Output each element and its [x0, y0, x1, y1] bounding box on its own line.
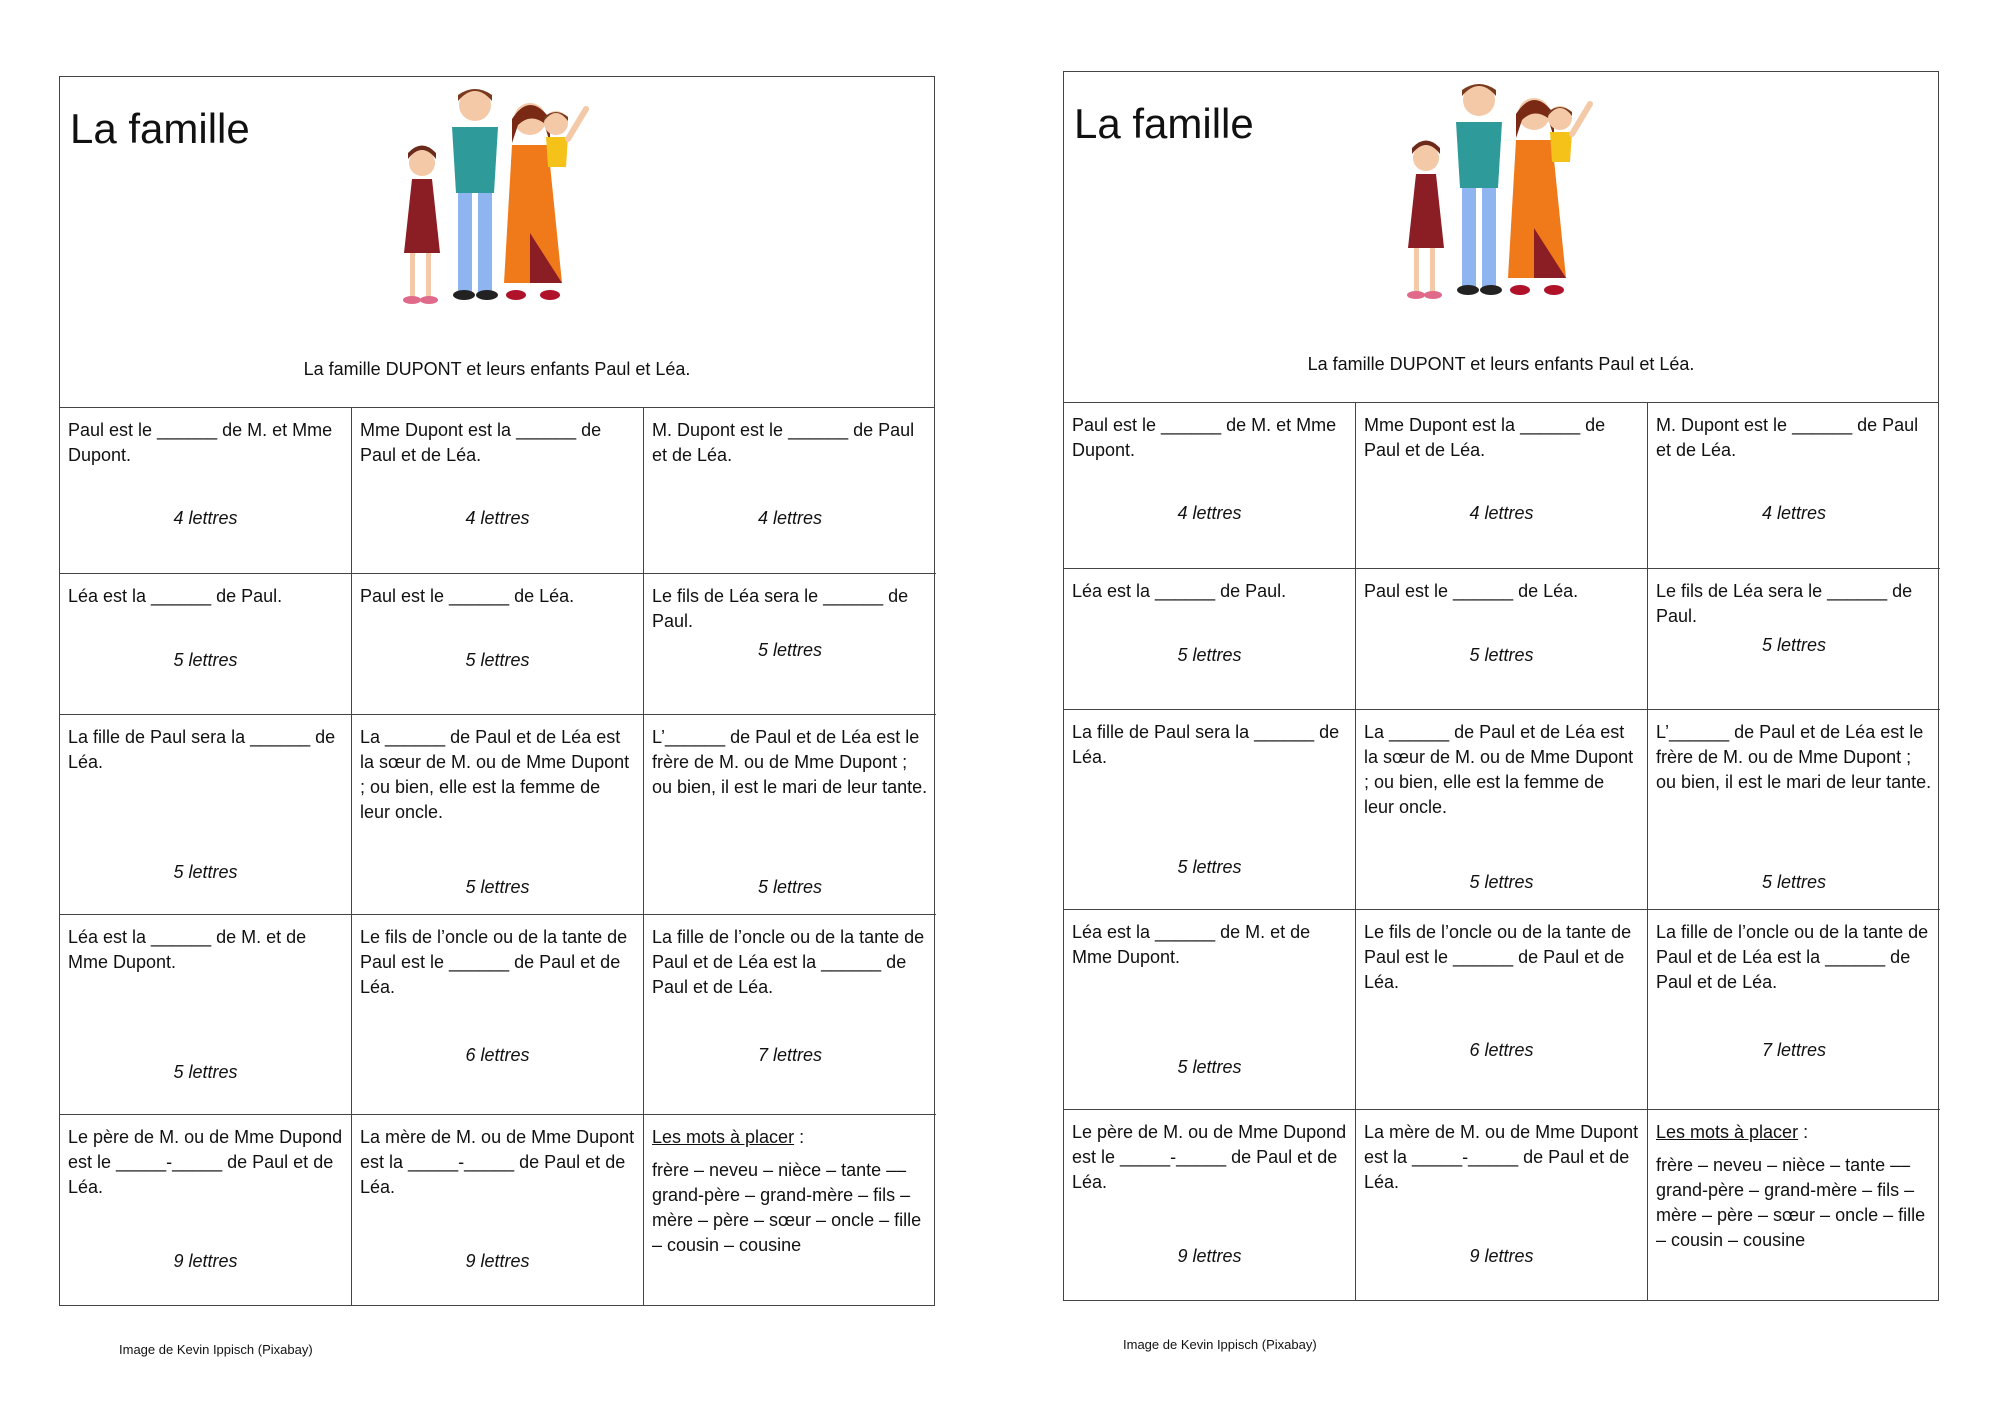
exercise-text: Paul est le ______ de M. et Mme Dupont.	[68, 420, 333, 465]
exercise-cell	[644, 715, 936, 915]
word-bank	[1648, 1110, 1940, 1300]
exercise-cell	[1356, 710, 1648, 910]
exercise-cell	[1356, 1110, 1648, 1300]
family-illustration	[380, 83, 620, 323]
exercise-cell	[1356, 569, 1648, 710]
exercise-text: La mère de M. ou de Mme Dupont est la _____-_____ de Paul et de Léa.	[1364, 1122, 1639, 1192]
exercise-text: Le fils de l’oncle ou de la tante de Paul est le ______ de Paul et de Léa.	[360, 927, 628, 997]
letter-count: 5 lettres	[1177, 857, 1242, 877]
exercise-text: Le fils de Léa sera le ______ de Paul.	[652, 586, 909, 631]
exercise-text: La fille de Paul sera la ______ de Léa.	[1072, 722, 1340, 767]
exercise-cell	[60, 915, 352, 1115]
image-credit: Image de Kevin Ippisch (Pixabay)	[119, 1342, 313, 1357]
exercise-cell	[352, 574, 644, 715]
letter-count: 5 lettres	[1469, 872, 1534, 892]
letter-count: 5 lettres	[757, 877, 823, 897]
exercise-text: Mme Dupont est la ______ de Paul et de Léa.	[1364, 415, 1606, 460]
letter-count: 5 lettres	[465, 650, 530, 670]
letter-count: 7 lettres	[757, 1045, 823, 1065]
exercise-text: Le fils de l’oncle ou de la tante de Paul est le ______ de Paul et de Léa.	[1364, 922, 1632, 992]
word-bank-list: frère – neveu – nièce – tante –– grand-père – grand-mère – fils – mère – père – sœur – oncle – fille – cousin – cousine	[652, 1160, 922, 1255]
letter-count: 4 lettres	[1469, 503, 1534, 523]
exercise-text: La fille de Paul sera la ______ de Léa.	[68, 727, 336, 772]
exercise-cell	[1648, 403, 1940, 569]
exercise-text: La ______ de Paul et de Léa est la sœur de M. ou de Mme Dupont ; ou bien, elle est la femme de leur oncle.	[360, 727, 630, 822]
letter-count: 5 lettres	[1177, 1057, 1242, 1077]
letter-count: 4 lettres	[465, 508, 530, 528]
family-illustration	[1384, 78, 1624, 318]
letter-count: 4 lettres	[1761, 503, 1827, 523]
exercise-cell	[1064, 910, 1356, 1110]
worksheet-caption: La famille DUPONT et leurs enfants Paul et Léa.	[303, 359, 691, 379]
letter-count: 6 lettres	[465, 1045, 530, 1065]
exercise-text: La ______ de Paul et de Léa est la sœur de M. ou de Mme Dupont ; ou bien, elle est la femme de leur oncle.	[1364, 722, 1634, 817]
exercise-cell	[1648, 710, 1940, 910]
exercise-text: L’______ de Paul et de Léa est le frère de M. ou de Mme Dupont ; ou bien, il est le mari de leur tante.	[1656, 722, 1932, 792]
letter-count: 4 lettres	[173, 508, 238, 528]
exercise-cell	[60, 1115, 352, 1305]
image-credit: Image de Kevin Ippisch (Pixabay)	[1123, 1337, 1317, 1352]
letter-count: 5 lettres	[1761, 635, 1827, 655]
exercise-cell	[60, 715, 352, 915]
letter-count: 9 lettres	[465, 1251, 530, 1271]
exercise-cell	[1064, 569, 1356, 710]
exercise-cell	[352, 1115, 644, 1305]
exercise-text: Paul est le ______ de Léa.	[1364, 581, 1579, 601]
worksheet	[59, 76, 935, 1306]
letter-count: 5 lettres	[173, 650, 238, 670]
exercise-text: Paul est le ______ de Léa.	[360, 586, 575, 606]
word-bank-colon: :	[794, 1127, 805, 1147]
exercise-text: Léa est la ______ de Paul.	[1072, 581, 1287, 601]
exercise-cell	[1648, 910, 1940, 1110]
worksheet-header	[60, 77, 934, 408]
letter-count: 7 lettres	[1761, 1040, 1827, 1060]
worksheet-header	[1064, 72, 1938, 403]
letter-count: 9 lettres	[173, 1251, 238, 1271]
exercise-cell	[60, 408, 352, 574]
exercise-text: Paul est le ______ de M. et Mme Dupont.	[1072, 415, 1337, 460]
exercise-grid	[1064, 403, 1938, 1300]
letter-count: 9 lettres	[1177, 1246, 1242, 1266]
exercise-grid	[60, 408, 934, 1305]
letter-count: 5 lettres	[173, 862, 238, 882]
worksheet-caption: La famille DUPONT et leurs enfants Paul et Léa.	[1307, 354, 1695, 374]
letter-count: 5 lettres	[757, 640, 823, 660]
exercise-text: Le fils de Léa sera le ______ de Paul.	[1656, 581, 1913, 626]
word-bank-title: Les mots à placer	[652, 1127, 795, 1147]
letter-count: 5 lettres	[1177, 645, 1242, 665]
exercise-text: M. Dupont est le ______ de Paul et de Léa.	[652, 420, 915, 465]
letter-count: 5 lettres	[1469, 645, 1534, 665]
exercise-text: Le père de M. ou de Mme Dupond est le _____-_____ de Paul et de Léa.	[1072, 1122, 1347, 1192]
exercise-cell	[644, 574, 936, 715]
worksheet	[1063, 71, 1939, 1301]
letter-count: 5 lettres	[173, 1062, 238, 1082]
letter-count: 6 lettres	[1469, 1040, 1534, 1060]
exercise-text: Léa est la ______ de M. et de Mme Dupont.	[68, 927, 307, 972]
exercise-text: Léa est la ______ de M. et de Mme Dupont.	[1072, 922, 1311, 967]
exercise-text: La mère de M. ou de Mme Dupont est la _____-_____ de Paul et de Léa.	[360, 1127, 635, 1197]
exercise-cell	[60, 574, 352, 715]
exercise-cell	[1064, 1110, 1356, 1300]
letter-count: 9 lettres	[1469, 1246, 1534, 1266]
exercise-text: L’______ de Paul et de Léa est le frère de M. ou de Mme Dupont ; ou bien, il est le mari de leur tante.	[652, 727, 928, 797]
exercise-text: Léa est la ______ de Paul.	[68, 586, 283, 606]
letter-count: 5 lettres	[1761, 872, 1827, 892]
word-bank-list: frère – neveu – nièce – tante –– grand-père – grand-mère – fils – mère – père – sœur – oncle – fille – cousin – cousine	[1656, 1155, 1926, 1250]
exercise-cell	[644, 915, 936, 1115]
exercise-text: M. Dupont est le ______ de Paul et de Léa.	[1656, 415, 1919, 460]
exercise-cell	[644, 408, 936, 574]
letter-count: 4 lettres	[757, 508, 823, 528]
exercise-text: Le père de M. ou de Mme Dupond est le _____-_____ de Paul et de Léa.	[68, 1127, 343, 1197]
exercise-cell	[1064, 710, 1356, 910]
exercise-text: La fille de l’oncle ou de la tante de Paul et de Léa est la ______ de Paul et de Léa.	[652, 927, 925, 997]
exercise-cell	[352, 408, 644, 574]
exercise-text: La fille de l’oncle ou de la tante de Paul et de Léa est la ______ de Paul et de Léa.	[1656, 922, 1929, 992]
worksheet-title: La famille	[70, 105, 250, 152]
exercise-cell	[1356, 910, 1648, 1110]
exercise-text: Mme Dupont est la ______ de Paul et de Léa.	[360, 420, 602, 465]
letter-count: 5 lettres	[465, 877, 530, 897]
exercise-cell	[352, 915, 644, 1115]
exercise-cell	[1064, 403, 1356, 569]
word-bank	[644, 1115, 936, 1305]
worksheet-title: La famille	[1074, 100, 1254, 147]
word-bank-colon: :	[1798, 1122, 1809, 1142]
exercise-cell	[1648, 569, 1940, 710]
exercise-cell	[352, 715, 644, 915]
word-bank-title: Les mots à placer	[1656, 1122, 1799, 1142]
letter-count: 4 lettres	[1177, 503, 1242, 523]
exercise-cell	[1356, 403, 1648, 569]
